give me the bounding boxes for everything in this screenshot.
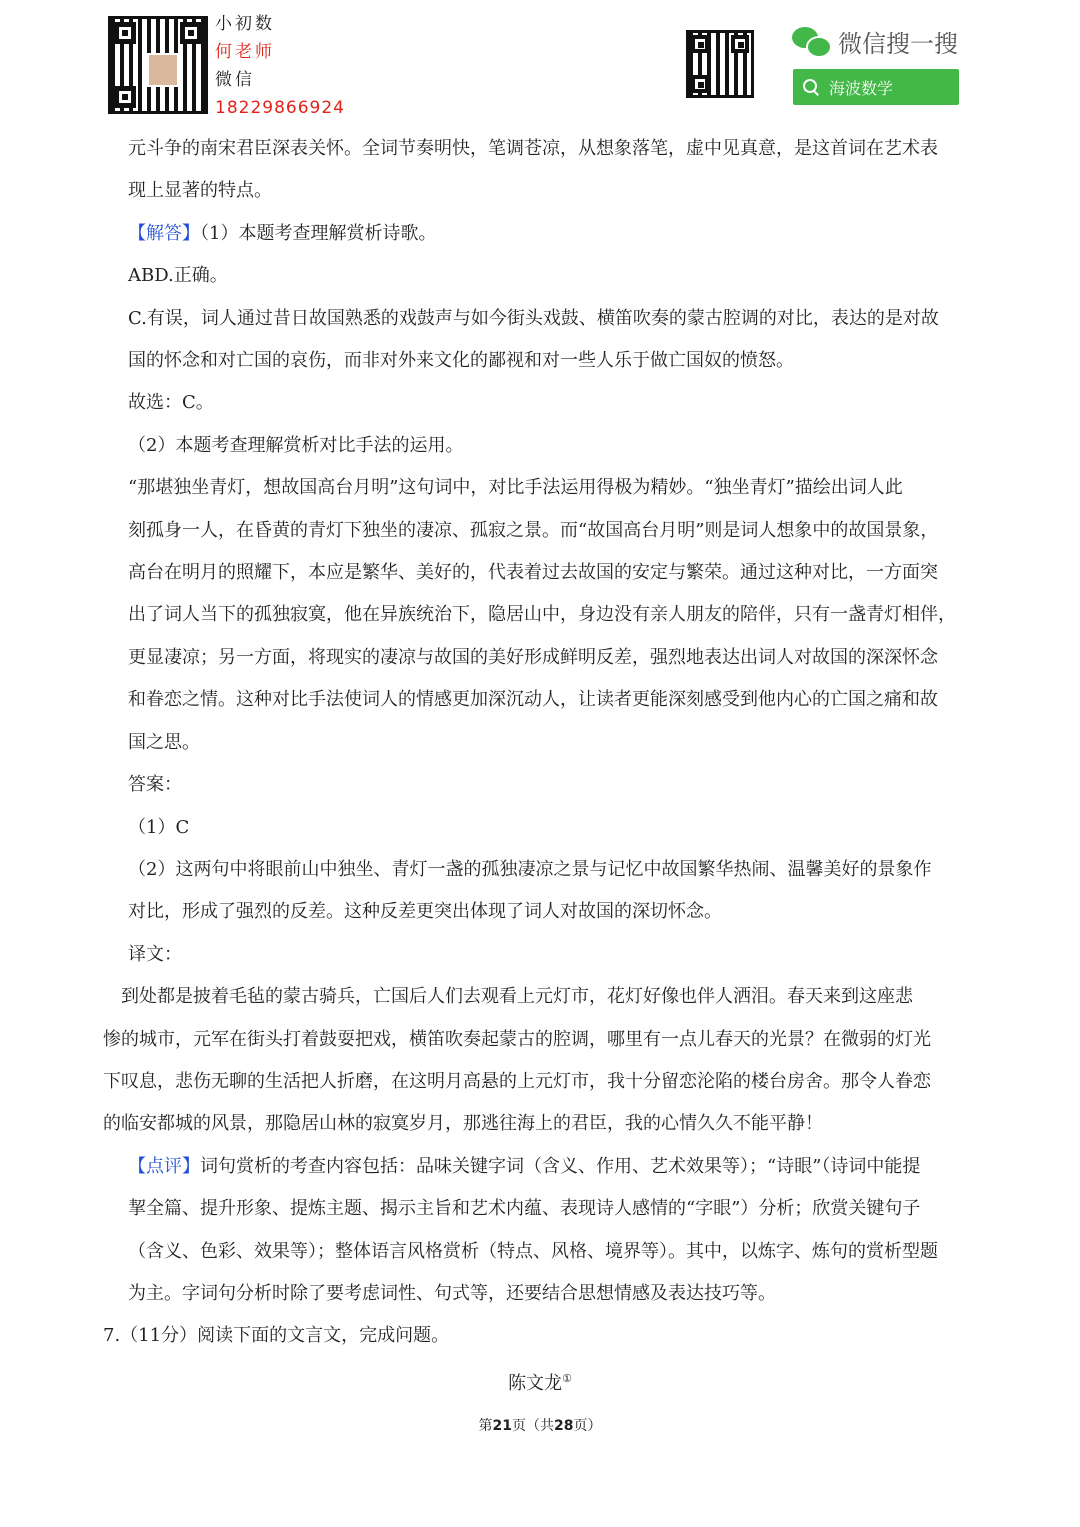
paragraph: C.有误，词人通过昔日故国熟悉的戏鼓声与如今街头戏鼓、横笛吹奏的蒙古腔调的对比，表达的是对故 — [128, 307, 939, 329]
translation-label: 译文： — [128, 943, 182, 965]
teacher-line-1: 小初数 — [215, 14, 275, 34]
answer-2: 对比，形成了强烈的反差。这种反差更突出体现了词人对故国的深切怀念。 — [128, 901, 722, 923]
answer-1: （1）C — [128, 816, 190, 838]
page-footer — [0, 1415, 1080, 1435]
footer-prefix: 第 — [478, 1418, 493, 1434]
question-7: 7.（11分）阅读下面的文言文，完成问题。 — [103, 1325, 450, 1347]
answer-section — [0, 213, 1080, 255]
comment-line: 挈全篇、提升形象、提炼主题、揭示主旨和艺术内蕴、表现诗人感情的“字眼”）分析；欣赏关键句子 — [128, 1198, 921, 1220]
translation-line: 惨的城市，元军在街头打着鼓耍把戏，横笛吹奏起蒙古的腔调，哪里有一点儿春天的光景？在微弱的灯光 — [103, 1028, 931, 1050]
footer-page-number: 21 — [492, 1418, 512, 1434]
wechat-qr-code — [686, 30, 754, 98]
teacher-line-2: 何老师 — [215, 42, 275, 62]
answer-2: （2）这两句中将眼前山中独坐、青灯一盏的孤独凄凉之景与记忆中故国繁华热闹、温馨美好的景象作 — [128, 858, 932, 880]
footer-mid: 页（共 — [512, 1418, 554, 1434]
paragraph: 现上显著的特点。 — [128, 180, 272, 202]
comment-line: 为主。字词句分析时除了要考虑词性、句式等，还要结合思想情感及表达技巧等。 — [128, 1282, 776, 1304]
answer-intro: （1）本题考查理解赏析诗歌。 — [200, 222, 437, 244]
teacher-phone: 18229866924 — [215, 98, 345, 118]
wechat-search-label: 微信搜一搜 — [838, 30, 958, 58]
comment-tag: 【点评】 — [128, 1155, 200, 1177]
article-title — [0, 1358, 1080, 1405]
footer-suffix: 页） — [573, 1418, 602, 1434]
document-body — [0, 128, 1080, 1405]
wechat-search-brand — [792, 24, 958, 59]
paragraph: （2）本题考查理解赏析对比手法的运用。 — [128, 434, 464, 456]
teacher-qr-code — [108, 16, 208, 114]
paragraph: 元斗争的南宋君臣深表关怀。全词节奏明快，笔调苍凉，从想象落笔，虚中见真意，是这首词在艺术表 — [128, 138, 938, 159]
page-header — [0, 0, 1080, 125]
comment-section — [0, 1146, 1080, 1188]
translation-line: 到处都是披着毛毡的蒙古骑兵，亡国后人们去观看上元灯市，花灯好像也伴人洒泪。春天来到这座悲 — [103, 986, 913, 1008]
teacher-contact — [215, 10, 345, 122]
search-button-label: 海波数学 — [829, 78, 894, 98]
teacher-line-3: 微信 — [215, 70, 255, 90]
answer-label: 答案： — [128, 774, 182, 796]
analysis-line: 刻孤身一人，在昏黄的青灯下独坐的凄凉、孤寂之景。而“故国高台月明”则是词人想象中的故国景象， — [128, 519, 939, 541]
search-icon — [803, 79, 819, 95]
analysis-line: 高台在明月的照耀下，本应是繁华、美好的，代表着过去故国的安定与繁荣。通过这种对比，一方面突 — [128, 562, 938, 584]
analysis-line: 更显凄凉；另一方面，将现实的凄凉与故国的美好形成鲜明反差，强烈地表达出词人对故国的深深怀念 — [128, 646, 938, 668]
avatar — [147, 53, 179, 87]
paragraph: 国的怀念和对亡国的哀伤，而非对外来文化的鄙视和对一些人乐于做亡国奴的愤怒。 — [128, 350, 794, 372]
translation-line: 下叹息，悲伤无聊的生活把人折磨，在这明月高悬的上元灯市，我十分留恋沦陷的楼台房舍。那令人眷恋 — [103, 1070, 931, 1092]
analysis-line: 国之思。 — [128, 731, 200, 753]
wechat-search-button[interactable] — [793, 69, 959, 105]
translation-line: 的临安都城的风景，那隐居山林的寂寞岁月，那逃往海上的君臣，我的心情久久不能平静！ — [103, 1113, 823, 1135]
paragraph: ABD.正确。 — [128, 265, 228, 287]
article-title-text: 陈文龙 — [508, 1372, 563, 1394]
comment-line: （含义、色彩、效果等）；整体语言风格赏析（特点、风格、境界等）。其中，以炼字、炼句的赏析型题 — [128, 1240, 938, 1262]
analysis-line: 出了词人当下的孤独寂寞，他在异族统治下，隐居山中，身边没有亲人朋友的陪伴，只有一盏青灯相伴， — [128, 604, 956, 626]
comment-line: 词句赏析的考查内容包括：品味关键字词（含义、作用、艺术效果等）；“诗眼”（诗词中能提 — [200, 1155, 921, 1177]
article-title-note: ① — [562, 1371, 572, 1385]
analysis-line: “那堪独坐青灯，想故国高台月明”这句词中，对比手法运用得极为精妙。“独坐青灯”描绘出词人此 — [128, 477, 903, 499]
wechat-logo-icon — [792, 27, 830, 57]
answer-tag: 【解答】 — [128, 222, 200, 244]
analysis-line: 和眷恋之情。这种对比手法使词人的情感更加深沉动人，让读者更能深刻感受到他内心的亡国之痛和故 — [128, 689, 938, 711]
footer-total-pages: 28 — [554, 1418, 574, 1434]
paragraph: 故选：C。 — [128, 392, 214, 414]
